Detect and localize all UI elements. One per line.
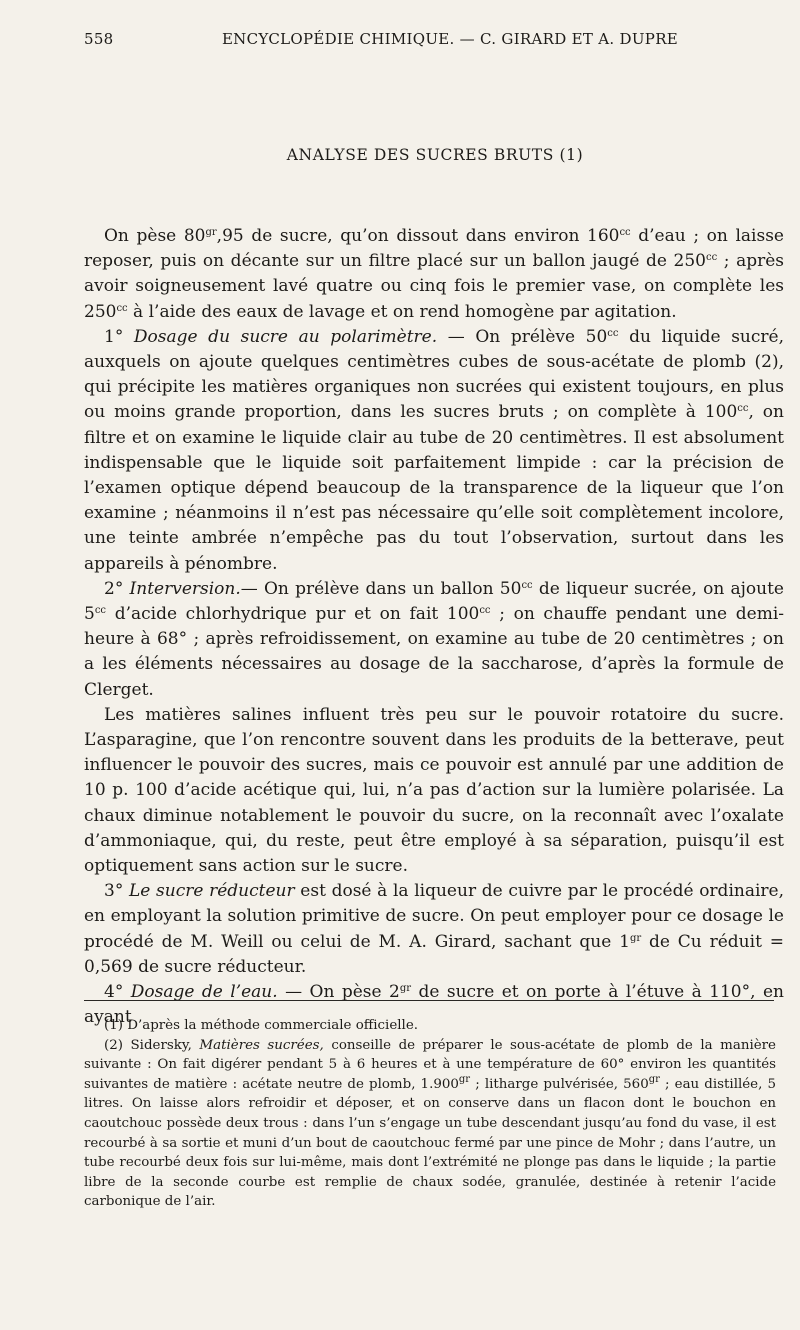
text-run: — On prélève 50: [437, 326, 608, 347]
item-number: 4°: [104, 982, 131, 1003]
item-heading: Dosage de l’eau.: [130, 982, 278, 1003]
unit-superscript: gr: [458, 1073, 471, 1085]
unit-superscript: gr: [648, 1073, 660, 1085]
text-run: d’eau ; on laisse reposer, puis on décante sur un filtre placé sur un ballon jaugé de 250: [84, 226, 784, 272]
text-run: ,95 de sucre, qu’on dissout dans environ 160: [216, 226, 620, 246]
body-text: [84, 224, 784, 1031]
text-run: On pèse 80: [104, 226, 206, 246]
text-run: de liqueur sucrée, on ajoute 5: [84, 578, 784, 625]
text-run: conseille de préparer le sous-acétate de plomb de la manière suivante : On fait digérer pendant 5 à 6 heures et à une température de 60° environ les quantités suivantes de matière : acétate neutre de plomb, 1.900: [84, 1037, 776, 1092]
running-title: ENCYCLOPÉDIE CHIMIQUE. — C. GIRARD ET A. DUPRE: [221, 30, 679, 48]
paragraph-polarimetre: [84, 325, 784, 577]
unit-superscript: cc: [116, 302, 128, 314]
text-run: du liquide sucré, auxquels on ajoute quelques centimètres cubes de sous-acétate de plomb (2), qui précipite les matières organiques non sucrées qui existent toujours, en plus ou moins grande proportion, dans les sucres bruts ; on complète à 100: [84, 326, 784, 423]
unit-superscript: gr: [629, 932, 642, 944]
paragraph-sucre-reducteur: [84, 879, 784, 980]
unit-superscript: cc: [737, 403, 749, 415]
text-run: à l’aide des eaux de lavage et on rend homogène par agitation.: [127, 301, 677, 322]
text-run: ; on chauffe pendant une demi-heure à 68° ; après refroidissement, on examine au tube de 20 centimètres ; on a les éléments nécessaires au dosage de la saccharose, d’après la formule de Clerget.: [84, 604, 784, 700]
footnote-1: (1) D’après la méthode commerciale officielle.: [104, 1018, 419, 1033]
cited-work: Matières sucrées,: [199, 1037, 324, 1053]
footnotes: [84, 1016, 776, 1212]
text-run: ; eau distillée, 5 litres. On laisse alors refroidir et déposer, et on conserve dans un flacon dont le bouchon en caoutchouc possède deux trous : dans l’un s’engage un tube descendant jusqu’au fond du vase, il est recourbé à sa sortie et muni d’un bout de caoutchouc fermé par une pince de Mohr ; dans l’autre, un tube recourbé deux fois sur lui-même, mais dont l’extrémité ne plonge pas dans le liquide ; la partie libre de la seconde courbe est remplie de chaux sodée, granulée, destinée à retenir l’acide carbonique de l’air.: [84, 1076, 776, 1210]
paragraph-intro: [84, 224, 784, 325]
item-heading: Dosage du sucre au polarimètre.: [133, 326, 438, 347]
text-run: de sucre et on porte à l’étuve à 110°, en ayant: [84, 982, 784, 1028]
unit-superscript: cc: [521, 579, 533, 591]
text-run: , on filtre et on examine le liquide clair au tube de 20 centimètres. Il est absolument indispensable que le liquide soit parfaitement limpide : car la précision de l’examen optique dépend beaucoup de la transparence de la liqueur que l’on examine ; néanmoins il n’est pas nécessaire qu’elle soit complètement incolore, une teinte ambrée n’empêche pas du tout l’observation, surtout dans les appareils à pénombre.: [84, 402, 784, 574]
text-run: est dosé à la liqueur de cuivre par le procédé ordinaire, en employant la solution primitive de sucre. On peut employer pour ce dosage le procédé de M. Weill ou celui de M. A. Girard, sachant que 1: [84, 881, 784, 952]
item-number: 2°: [104, 578, 130, 599]
unit-superscript: gr: [399, 983, 412, 995]
item-heading: Interversion.: [129, 578, 241, 599]
item-heading: Le sucre réducteur: [129, 881, 295, 902]
text-run: (2) Sidersky,: [104, 1037, 200, 1053]
section-title: ANALYSE DES SUCRES BRUTS (1): [286, 146, 584, 164]
paragraph-matieres-salines: Les matières salines influent très peu sur le pouvoir rotatoire du sucre. L’asparagine, que l’on rencontre souvent dans les produits de la betterave, peut influencer le pouvoir des sucres, mais ce pouvoir est annulé par une addition de 10 p. 100 d’acide acétique qui, lui, n’a pas d’action sur la lumière polarisée. La chaux diminue notablement le pouvoir du sucre, on la reconnaît avec l’oxalate d’ammoniaque, qui, du reste, peut être employé à sa séparation, puisqu’il est optiquement sans action sur le sucre.: [84, 704, 784, 877]
footnote-divider: [84, 1000, 774, 1001]
text-run: — On pèse 2: [277, 982, 400, 1003]
unit-superscript: cc: [479, 605, 491, 617]
unit-superscript: cc: [705, 252, 718, 264]
unit-superscript: cc: [619, 227, 631, 238]
text-run: de Cu réduit = 0,569 de sucre réducteur.: [84, 931, 785, 977]
unit-superscript: cc: [607, 327, 619, 339]
unit-superscript: gr: [205, 227, 217, 238]
paragraph-interversion: [84, 577, 784, 703]
item-number: 3°: [104, 881, 129, 902]
text-run: ; litharge pulvérisée, 560: [470, 1076, 649, 1092]
footnote-2: [84, 1036, 776, 1212]
running-header: [84, 30, 786, 54]
text-run: ; après avoir soigneusement lavé quatre ou cinq fois le premier vase, on complète les 250: [84, 251, 784, 322]
unit-superscript: cc: [94, 605, 107, 617]
item-number: 1°: [104, 326, 134, 347]
page-number: 558: [84, 30, 114, 48]
text-run: — On prélève dans un ballon 50: [240, 578, 522, 599]
text-run: d’acide chlorhydrique pur et on fait 100: [106, 604, 480, 625]
